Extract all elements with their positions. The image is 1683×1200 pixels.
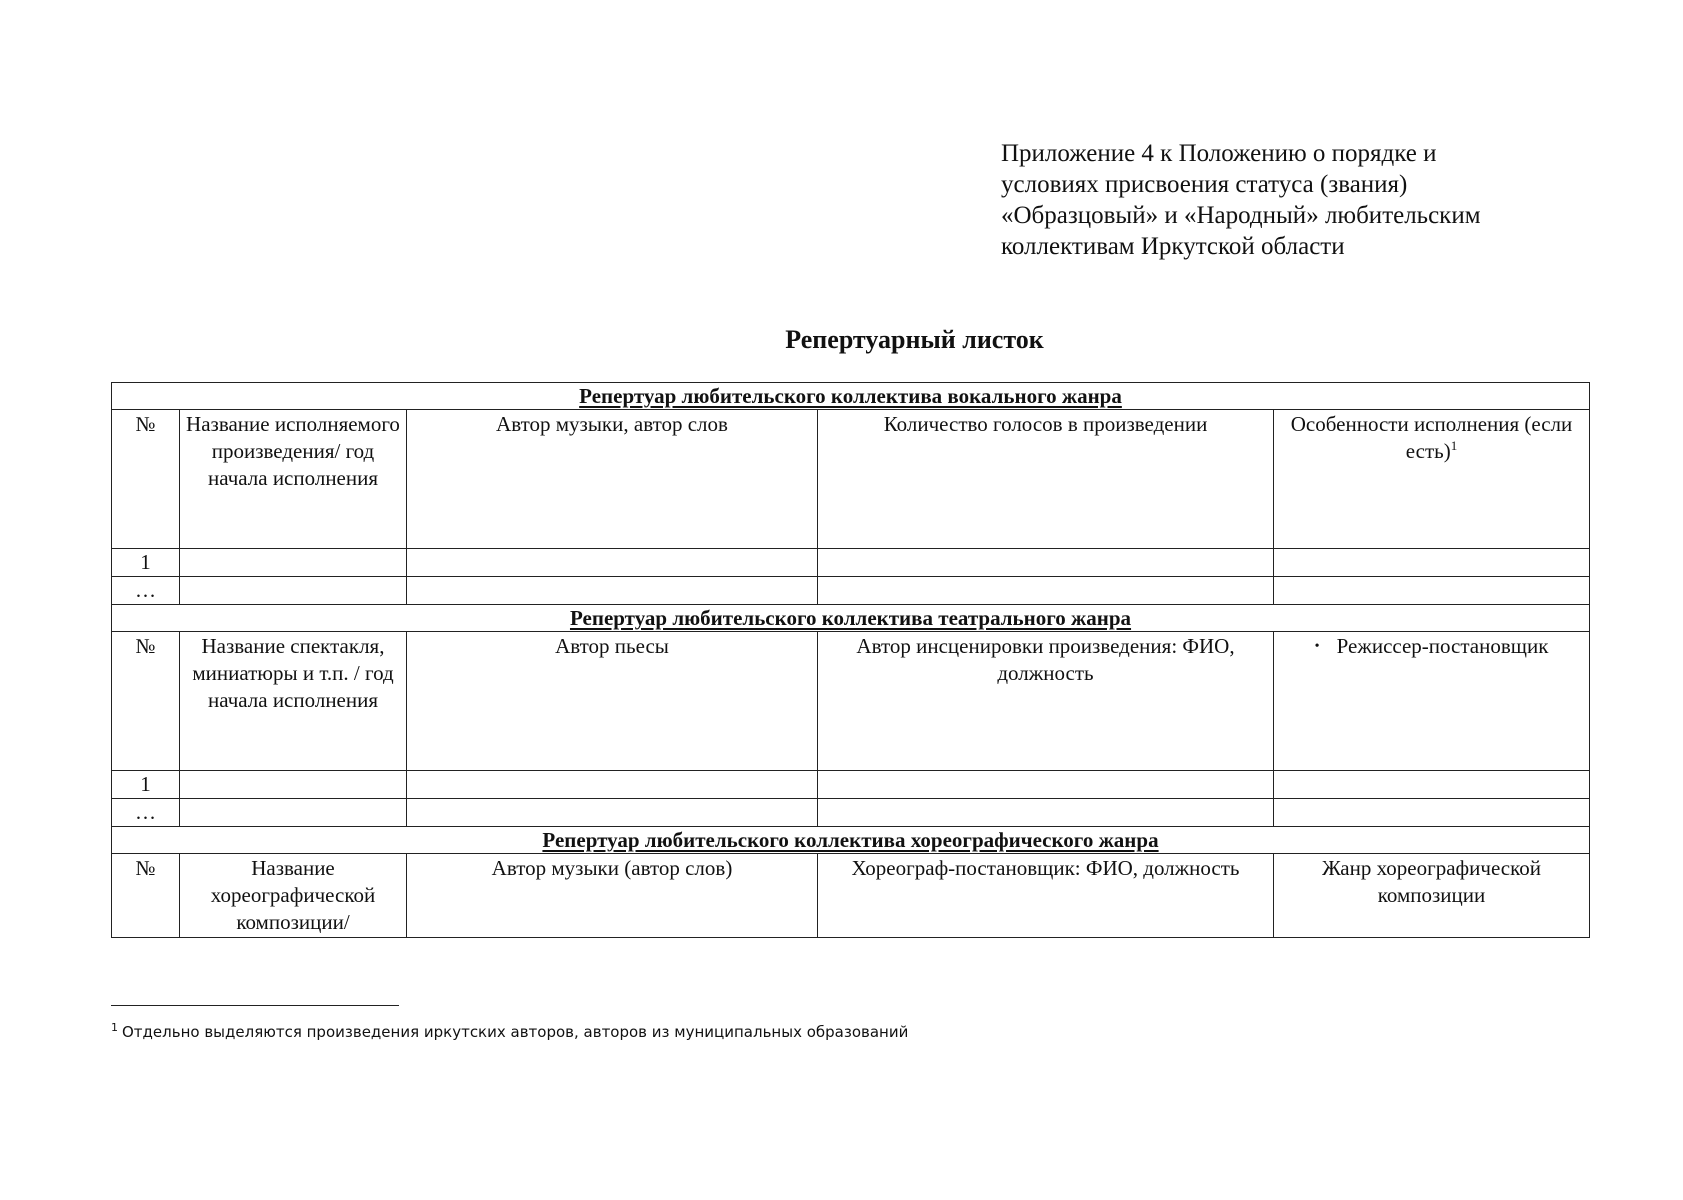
column-header-genre: Жанр хореографической композиции [1274, 854, 1590, 938]
table-cell [1274, 577, 1590, 605]
table-cell [407, 577, 818, 605]
document-title: Репертуарный листок [785, 325, 1044, 354]
column-header-features: Особенности исполнения (если есть)$^1$ [1274, 410, 1590, 549]
table-cell [1274, 771, 1590, 799]
footnote-separator [111, 1005, 399, 1006]
column-header-adaptation: Автор инсценировки произведения: ФИО, должность [818, 632, 1274, 771]
row-number: … [112, 799, 180, 827]
column-header-playwright: Автор пьесы [407, 632, 818, 771]
table-cell [818, 577, 1274, 605]
footnote-mark: 1 [111, 1021, 118, 1034]
section-heading-row [112, 383, 1590, 410]
footnote [111, 1022, 1411, 1042]
table-row [112, 549, 1590, 577]
table-row [112, 799, 1590, 827]
table-cell [180, 771, 407, 799]
table-cell [180, 577, 407, 605]
section-heading-row [112, 605, 1590, 632]
column-header-voices: Количество голосов в произведении [818, 410, 1274, 549]
section-heading-vocal: Репертуар любительского коллектива вокального жанра [112, 383, 1590, 410]
table-row [112, 771, 1590, 799]
appendix-line: «Образцовый» и «Народный» любительским [1001, 202, 1481, 229]
column-header-number: № [112, 410, 180, 549]
table-cell [818, 799, 1274, 827]
section-heading-theatre: Репертуар любительского коллектива театрального жанра [112, 605, 1590, 632]
table-row [112, 577, 1590, 605]
table-cell [407, 771, 818, 799]
table-cell [180, 799, 407, 827]
section-heading-choreography: Репертуар любительского коллектива хореографического жанра [112, 827, 1590, 854]
table-cell [1274, 549, 1590, 577]
appendix-caption [1001, 138, 1601, 262]
row-number: 1 [112, 771, 180, 799]
appendix-line: Приложение 4 к Положению о порядке и [1001, 140, 1437, 167]
bullet-icon: • [1314, 639, 1320, 654]
column-header-number: № [112, 854, 180, 938]
table-cell [180, 549, 407, 577]
footnote-ref: 1 [1450, 438, 1458, 453]
table-cell [818, 771, 1274, 799]
table-cell [407, 799, 818, 827]
section-heading-row [112, 827, 1590, 854]
appendix-line: коллективам Иркутской области [1001, 233, 1345, 260]
column-header-title: Название исполняемого произведения/ год начала исполнения [180, 410, 407, 549]
table-cell [1274, 799, 1590, 827]
column-header-title: Название спектакля, миниатюры и т.п. / год начала исполнения [180, 632, 407, 771]
row-number: 1 [112, 549, 180, 577]
header-row [112, 410, 1590, 549]
column-header-choreographer: Хореограф-постановщик: ФИО, должность [818, 854, 1274, 938]
footnote-text: Отдельно выделяются произведения иркутских авторов, авторов из муниципальных образований [122, 1023, 909, 1041]
column-header-author: Автор музыки, автор слов [407, 410, 818, 549]
table-cell [818, 549, 1274, 577]
column-header-title: Название хореографической композиции/ [180, 854, 407, 938]
appendix-line: условиях присвоения статуса (звания) [1001, 171, 1408, 198]
header-row [112, 854, 1590, 938]
column-header-director: • Режиссер-постановщик [1274, 632, 1590, 771]
header-row [112, 632, 1590, 771]
row-number: … [112, 577, 180, 605]
column-header-music-author: Автор музыки (автор слов) [407, 854, 818, 938]
repertoire-table [111, 382, 1590, 938]
column-header-number: № [112, 632, 180, 771]
table-cell [407, 549, 818, 577]
